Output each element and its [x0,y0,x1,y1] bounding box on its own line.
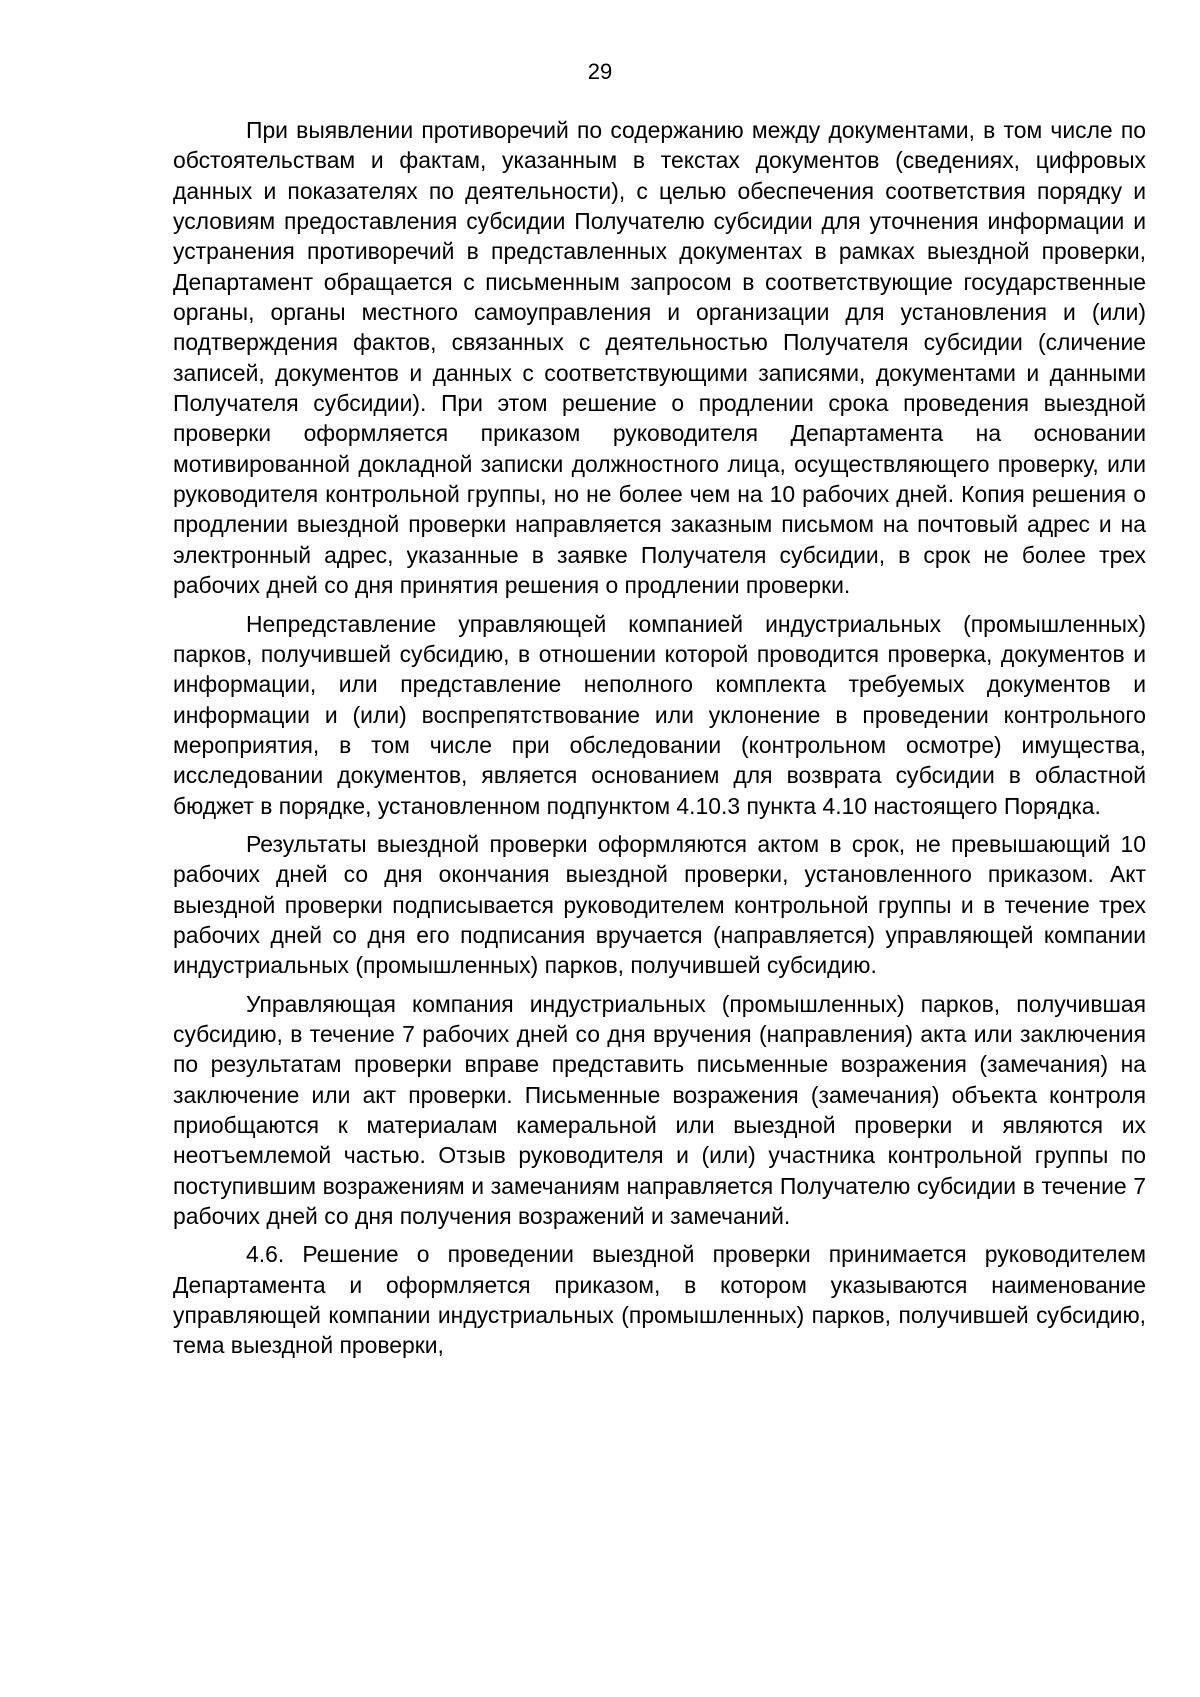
document-body [173,115,1146,1369]
paragraph-section-4-6: 4.6. Решение о проведении выездной проверки принимается руководителем Департамента и оформляется приказом, в котором указываются наименование управляющей компании индустриальных (промышленных) парков, получившей субсидию, тема выездной проверки, [173,1241,1146,1359]
paragraph-objections-remarks: Управляющая компания индустриальных (промышленных) парков, получившая субсидию, в течение 7 рабочих дней со дня вручения (направления) акта или заключения по результатам проверки вправе представить письменные возражения (замечания) на заключение или акт проверки. Письменные возражения (замечания) объекта контроля приобщаются к материалам камеральной или выездной проверки и являются их неотъемлемой частью. Отзыв руководителя и (или) участника контрольной группы по поступившим возражениям и замечаниям направляется Получателю субсидии в течение 7 рабочих дней со дня получения возражений и замечаний. [173,990,1146,1230]
paragraph-investigation-contradictions: При выявлении противоречий по содержанию между документами, в том числе по обстоятельствам и фактам, указанным в текстах документов (сведениях, цифровых данных и показателях по деятельности), с целью обеспечения соответствия порядку и условиям предоставления субсидии Получателю субсидии для уточнения информации и устранения противоречий в представленных документах в рамках выездной проверки, Департамент обращается с письменным запросом в соответствующие государственные органы, органы местного самоуправления и организации для установления и (или) подтверждения фактов, связанных с деятельностью Получателя субсидии (сличение записей, документов и данных с соответствующими записями, документами и данными Получателя субсидии). При этом решение о продлении срока проведения выездной проверки оформляется приказом руководителя Департамента на основании мотивированной докладной записки должностного лица, осуществляющего проверку, или руководителя контрольной группы, но не более чем на 10 рабочих дней. Копия решения о продлении выездной проверки направляется заказным письмом на почтовый адрес и на электронный адрес, указанные в заявке Получателя субсидии, в срок не более трех рабочих дней со дня принятия решения о продлении проверки. [173,117,1146,599]
page-number: 29 [587,59,613,84]
paragraph-nonsubmission-documents: Непредставление управляющей компанией индустриальных (промышленных) парков, получившей субсидию, в отношении которой проводится проверка, документов и информации, или представление неполного комплекта требуемых документов и информации и (или) воспрепятствование или уклонение в проведении контрольного мероприятия, в том числе при обследовании (контрольном осмотре) имущества, исследовании документов, является основанием для возврата субсидии в областной бюджет в порядке, установленном подпунктом 4.10.3 пункта 4.10 настоящего Порядка. [173,610,1146,819]
paragraph-inspection-results-act: Результаты выездной проверки оформляются актом в срок, не превышающий 10 рабочих дней со дня окончания выездной проверки, установленного приказом. Акт выездной проверки подписывается руководителем контрольной группы и в течение трех рабочих дней со дня его подписания вручается (направляется) управляющей компании индустриальных (промышленных) парков, получившей субсидию. [173,830,1146,979]
